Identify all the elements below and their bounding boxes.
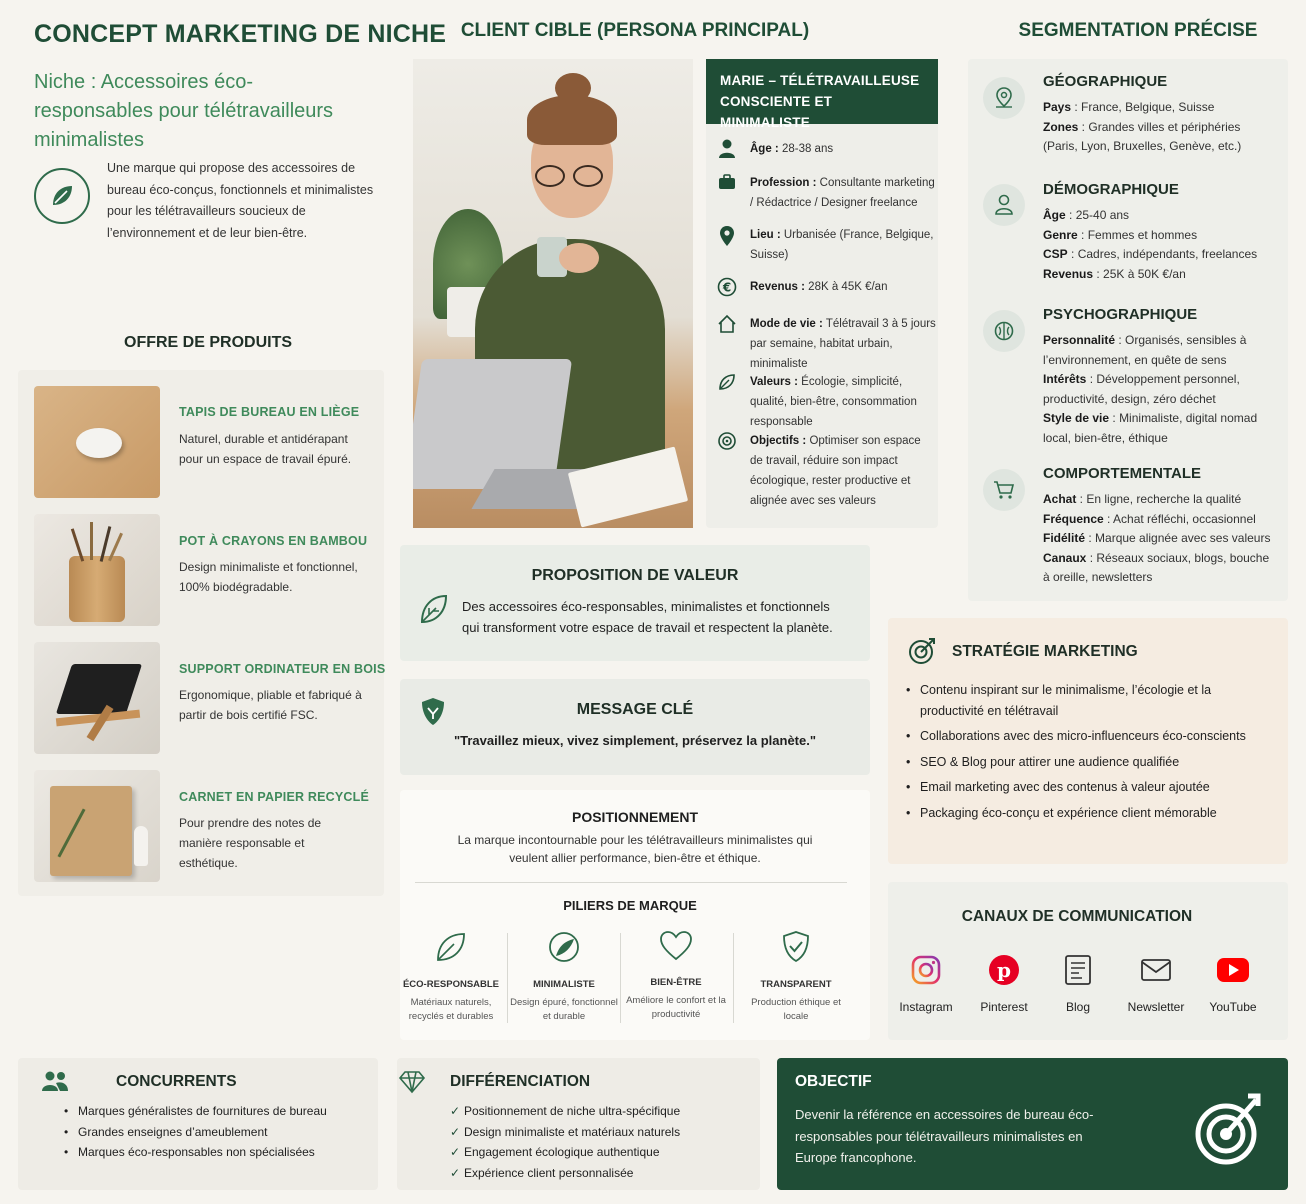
- list-item: • Packaging éco-conçu et expérience client mémorable: [906, 803, 1266, 824]
- seg-comport-text: Achat : En ligne, recherche la qualité Fréquence : Achat réfléchi, occasionnel Fidélité : Marque alignée avec ses valeurs Canaux : Réseaux sociaux, blogs, bouche à oreille, newsletters: [1043, 492, 1271, 584]
- product-name: SUPPORT ORDINATEUR EN BOIS: [179, 662, 386, 676]
- brain-icon: [983, 310, 1025, 352]
- product-desc: Naturel, durable et antidérapant pour un espace de travail épuré.: [179, 432, 352, 466]
- value-prop-title: PROPOSITION DE VALEUR: [531, 567, 739, 584]
- persona-name: MARIE – TÉLÉTRAVAILLEUSE CONSCIENTE ET MINIMALISTE: [706, 59, 938, 124]
- persona-age: Âge : 28-38 ans: [716, 139, 936, 159]
- channel-label: Instagram: [899, 1000, 953, 1014]
- channel-instagram[interactable]: [891, 952, 961, 1014]
- channel-label: Pinterest: [980, 1000, 1028, 1014]
- channel-label: YouTube: [1209, 1000, 1257, 1014]
- product-desc: Pour prendre des notes de manière responsable et esthétique.: [179, 816, 322, 870]
- seg-demo-title: DÉMOGRAPHIQUE: [1043, 181, 1179, 198]
- pillars-title: PILIERS DE MARQUE: [563, 898, 697, 913]
- diamond-icon: [398, 1070, 426, 1099]
- persona-values: Valeurs : Écologie, simplicité, qualité, bien-être, consommation responsable: [716, 372, 936, 432]
- wood-stand-image: [34, 642, 160, 754]
- list-item: • Marques éco-responsables non spécialisées: [64, 1142, 364, 1163]
- product-name: TAPIS DE BUREAU EN LIÈGE: [179, 405, 360, 419]
- page-title: CONCEPT MARKETING DE NICHE: [34, 20, 447, 48]
- euro-icon: [716, 277, 738, 297]
- seg-geo-title: GÉOGRAPHIQUE: [1043, 73, 1168, 90]
- objective-title: OBJECTIF: [795, 1073, 872, 1090]
- seg-psycho-text: Personnalité : Organisés, sensibles à l’environnement, en quête de sens Intérêts : Développement personnel, productivité, design, zéro déchet Style de vie : Minimaliste, digital nomad local, bien-être, éthique: [1043, 333, 1258, 445]
- brand-description: Une marque qui propose des accessoires de bureau éco-conçus, fonctionnels et minimalistes pour les télétravailleurs soucieux de l’environnement et de leur bien-être.: [107, 161, 374, 240]
- channel-label: Blog: [1065, 1000, 1091, 1014]
- heart-icon: [620, 930, 732, 967]
- pillar-transparent: TRANSPARENT Production éthique et locale: [740, 930, 852, 1024]
- recycled-notebook-image: [34, 770, 160, 882]
- leaf-outline-icon: [418, 592, 450, 631]
- location-pin-icon: [716, 225, 738, 265]
- product-name: POT À CRAYONS EN BAMBOU: [179, 534, 368, 548]
- differentiation-list: [450, 1101, 750, 1183]
- shield-check-icon: [740, 930, 852, 969]
- target-arrow-icon: [907, 636, 937, 671]
- leaf-icon: [395, 930, 507, 969]
- home-icon: [716, 314, 738, 374]
- cork-mat-image: [34, 386, 160, 498]
- leaf-icon: [716, 372, 738, 432]
- youtube-icon: [1198, 952, 1268, 988]
- svg-text:p: p: [997, 958, 1011, 982]
- seg-psycho-title: PSYCHOGRAPHIQUE: [1043, 306, 1198, 323]
- list-item: • Collaborations avec des micro-influenceurs éco-conscients: [906, 726, 1266, 747]
- map-pin-icon: [983, 77, 1025, 119]
- list-item: • SEO & Blog pour attirer une audience qualifiée: [906, 752, 1266, 773]
- channel-pinterest[interactable]: [969, 952, 1039, 1014]
- list-item: • Marques généralistes de fournitures de bureau: [64, 1101, 364, 1122]
- channel-newsletter[interactable]: [1121, 952, 1191, 1014]
- blog-icon: [1043, 952, 1113, 988]
- user-icon: [983, 184, 1025, 226]
- key-message-title: MESSAGE CLÉ: [576, 701, 694, 718]
- product-name: CARNET EN PAPIER RECYCLÉ: [179, 790, 370, 804]
- divider: [733, 933, 734, 1023]
- key-message-text: "Travaillez mieux, vivez simplement, préservez la planète.": [453, 733, 817, 748]
- segmentation-title: SEGMENTATION PRÉCISE: [1018, 20, 1258, 41]
- objective-text: Devenir la référence en accessoires de bureau éco-responsables pour télétravailleurs minimalistes en Europe francophone.: [795, 1107, 1094, 1165]
- svg-text:€: €: [722, 280, 732, 295]
- target-icon: [716, 431, 738, 511]
- list-item: ✓ Design minimaliste et matériaux naturels: [450, 1122, 750, 1143]
- competitors-list: [64, 1101, 364, 1163]
- niche-subtitle: Niche : Accessoires éco-responsables pour télétravailleurs minimalistes: [34, 71, 334, 151]
- list-item: • Email marketing avec des contenus à valeur ajoutée: [906, 777, 1266, 798]
- pillar-eco: ÉCO-RESPONSABLE Matériaux naturels, recyclés et durables: [395, 930, 507, 1024]
- leaf-hand-icon: [34, 168, 90, 224]
- list-item: • Grandes enseignes d’ameublement: [64, 1122, 364, 1143]
- channel-youtube[interactable]: [1198, 952, 1268, 1014]
- person-icon: [716, 139, 738, 159]
- strategy-list: [906, 680, 1266, 823]
- list-item: ✓ Engagement écologique authentique: [450, 1142, 750, 1163]
- seg-demo-text: Âge : 25-40 ans Genre : Femmes et hommes CSP : Cadres, indépendants, freelances Revenus : 25K à 50K €/an: [1043, 208, 1258, 281]
- strategy-title: STRATÉGIE MARKETING: [952, 643, 1138, 660]
- persona-title: CLIENT CIBLE (PERSONA PRINCIPAL): [460, 20, 810, 41]
- bamboo-pot-image: [34, 514, 160, 626]
- divider: [415, 882, 847, 883]
- products-title: OFFRE DE PRODUITS: [124, 334, 293, 351]
- differentiation-title: DIFFÉRENCIATION: [450, 1073, 591, 1090]
- persona-goals: Objectifs : Optimiser son espace de travail, réduire son impact écologique, rester productive et alignée avec ses valeurs: [716, 431, 936, 511]
- pillar-wellbeing: BIEN-ÊTRE Améliore le confort et la productivité: [620, 930, 732, 1022]
- list-item: • Contenu inspirant sur le minimalisme, l’écologie et la productivité en télétravail: [906, 680, 1266, 721]
- pinterest-icon: [969, 952, 1039, 988]
- persona-location: Lieu : Urbanisée (France, Belgique, Suisse): [716, 225, 936, 265]
- cart-icon: [983, 469, 1025, 511]
- briefcase-icon: [716, 173, 738, 213]
- channels-title: CANAUX DE COMMUNICATION: [961, 908, 1193, 925]
- persona-income: € Revenus : 28K à 45K €/an: [716, 277, 936, 297]
- positioning-text: La marque incontournable pour les télétravailleurs minimalistes qui veulent allier performance, bien-être et éthique.: [457, 833, 813, 865]
- channel-label: Newsletter: [1127, 1000, 1185, 1014]
- leaf-circle-icon: [508, 930, 620, 969]
- product-desc: Design minimaliste et fonctionnel, 100% biodégradable.: [179, 560, 358, 594]
- people-icon: [40, 1069, 70, 1100]
- positioning-title: POSITIONNEMENT: [571, 809, 698, 825]
- persona-profession: Profession : Consultante marketing / Rédactrice / Designer freelance: [716, 173, 936, 213]
- value-prop-text: Des accessoires éco-responsables, minimalistes et fonctionnels qui transforment votre espace de travail et respectent la planète.: [462, 599, 833, 635]
- envelope-icon: [1121, 952, 1191, 988]
- seg-comport-title: COMPORTEMENTALE: [1043, 465, 1202, 482]
- list-item: ✓ Expérience client personnalisée: [450, 1163, 750, 1184]
- target-arrow-icon: [1192, 1090, 1264, 1175]
- product-desc: Ergonomique, pliable et fabriqué à partir de bois certifié FSC.: [179, 688, 362, 722]
- pillar-minimal: MINIMALISTE Design épuré, fonctionnel et durable: [508, 930, 620, 1024]
- persona-photo: [413, 59, 693, 528]
- channel-blog[interactable]: [1043, 952, 1113, 1014]
- instagram-icon: [891, 952, 961, 988]
- persona-lifestyle: Mode de vie : Télétravail 3 à 5 jours par semaine, habitat urbain, minimaliste: [716, 314, 936, 374]
- key-message-card: [400, 679, 870, 775]
- competitors-title: CONCURRENTS: [116, 1073, 237, 1090]
- seg-geo-text: Pays : France, Belgique, Suisse Zones : Grandes villes et périphéries (Paris, Lyon, Bruxelles, Genève, etc.): [1043, 100, 1242, 153]
- list-item: ✓ Positionnement de niche ultra-spécifique: [450, 1101, 750, 1122]
